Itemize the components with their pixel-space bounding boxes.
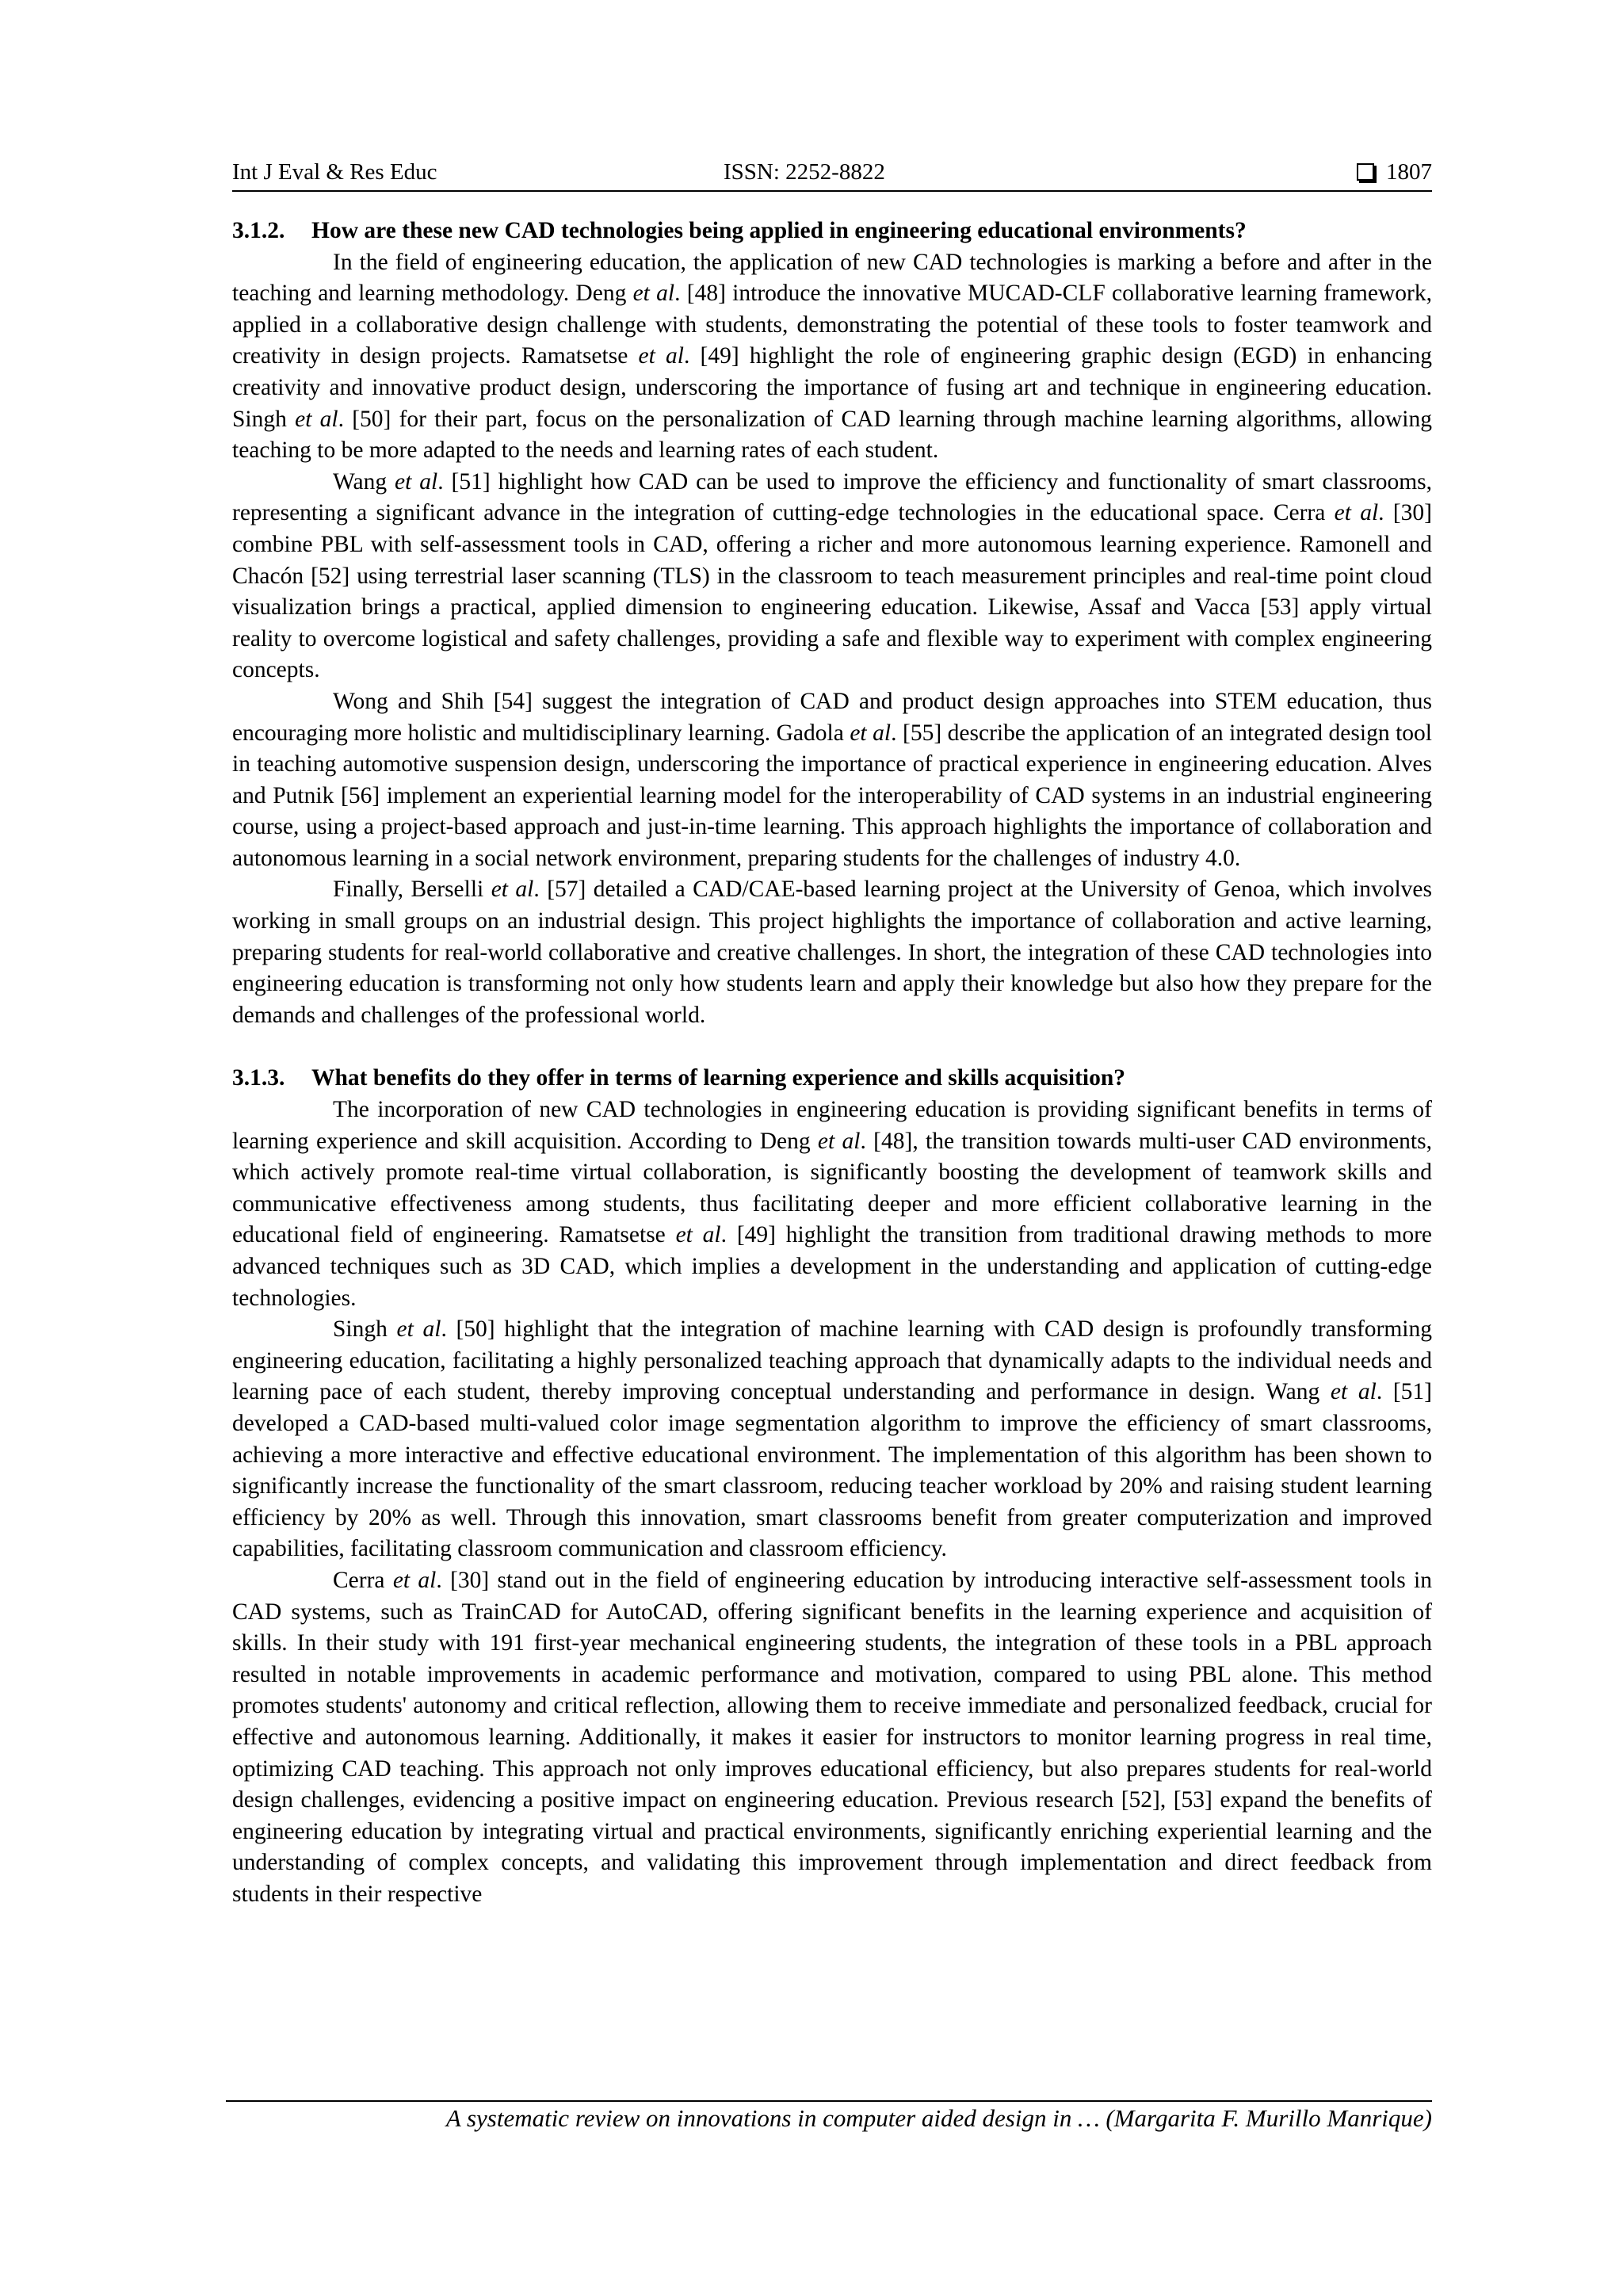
- section-heading-3-1-3: [232, 1063, 1432, 1095]
- journal-name: Int J Eval & Res Educ: [232, 159, 437, 185]
- paragraph: Wong and Shih [54] suggest the integration of CAD and product design approaches into STEM education, thus encouraging more holistic and multidisciplinary learning. Gadola et al. [55] describe the application of an integrated design tool in teaching automotive suspension design, underscoring the importance of practical experience in engineering education. Alves and Putnik [56] implement an experiential learning model for the interoperability of CAD systems in an industrial engineering course, using a project-based approach and just-in-time learning. This approach highlights the importance of collaboration and autonomous learning in a social network environment, preparing students for the challenges of industry 4.0.: [232, 688, 1432, 871]
- paragraph: In the field of engineering education, the application of new CAD technologies is marking a before and after in the teaching and learning methodology. Deng et al. [48] introduce the innovative MUCAD-CLF collaborative learning framework, applied in a collaborative design challenge with students, demonstrating the potential of these tools to foster teamwork and creativity in design projects. Ramatsetse et al. [49] highlight the role of engineering graphic design (EGD) in enhancing creativity and innovative product design, underscoring the importance of fusing art and technique in engineering education. Singh et al. [50] for their part, focus on the personalization of CAD learning through machine learning algorithms, allowing teaching to be more adapted to the needs and learning rates of each student.: [232, 249, 1432, 464]
- running-title: A systematic review on innovations in computer aided design in … (Margarita F. Murillo Manrique): [445, 2104, 1432, 2132]
- section-heading-3-1-2: [232, 216, 1432, 247]
- page-header: [232, 159, 1432, 192]
- section-title: How are these new CAD technologies being applied in engineering educational environments?: [311, 218, 1247, 243]
- issn: ISSN: 2252-8822: [724, 159, 885, 185]
- section-number: 3.1.3.: [232, 1065, 285, 1091]
- section-title: What benefits do they offer in terms of learning experience and skills acquisition?: [311, 1065, 1126, 1091]
- paragraph: Cerra et al. [30] stand out in the field of engineering education by introducing interactive self-assessment tools in CAD systems, such as TrainCAD for AutoCAD, offering significant benefits in the learning experience and acquisition of skills. In their study with 191 first-year mechanical engineering students, the integration of these tools in a PBL approach resulted in notable improvements in academic performance and motivation, compared to using PBL alone. This method promotes students' autonomy and critical reflection, allowing them to receive immediate and personalized feedback, crucial for effective and autonomous learning. Additionally, it makes it easier for instructors to monitor learning progress in real time, optimizing CAD teaching. This approach not only improves educational efficiency, but also prepares students for real-world design challenges, evidencing a positive impact on engineering education. Previous research [52], [53] expand the benefits of engineering education by integrating virtual and practical environments, significantly enriching experiential learning and the understanding of complex concepts, and validating this improvement through implementation and direct feedback from students in their respective: [232, 1567, 1432, 1907]
- section-number: 3.1.2.: [232, 218, 285, 243]
- article-body: [232, 216, 1432, 1910]
- page-number: 1807: [1386, 159, 1432, 185]
- page-footer: [226, 2100, 1432, 2134]
- paragraph: Finally, Berselli et al. [57] detailed a CAD/CAE-based learning project at the University of Genoa, which involves working in small groups on an industrial design. This project highlights the importance of collaboration and active learning, preparing students for real-world collaborative and creative challenges. In short, the integration of these CAD technologies into engineering education is transforming not only how students learn and apply their knowledge but also how they prepare for the demands and challenges of the professional world.: [232, 877, 1432, 1028]
- paragraph: The incorporation of new CAD technologies in engineering education is providing significant benefits in terms of learning experience and skill acquisition. According to Deng et al. [48], the transition towards multi-user CAD environments, which actively promote real-time virtual collaboration, is significantly boosting the development of teamwork skills and communicative effectiveness among students, thus facilitating deeper and more efficient collaborative learning in the educational field of engineering. Ramatsetse et al. [49] highlight the transition from traditional drawing methods to more advanced techniques such as 3D CAD, which implies a development in the understanding and application of cutting-edge technologies.: [232, 1097, 1432, 1311]
- paragraph: Wang et al. [51] highlight how CAD can be used to improve the efficiency and functionality of smart classrooms, representing a significant advance in the integration of cutting-edge technologies in the educational space. Cerra et al. [30] combine PBL with self-assessment tools in CAD, offering a richer and more autonomous learning experience. Ramonell and Chacón [52] using terrestrial laser scanning (TLS) in the classroom to teach measurement principles and real-time point cloud visualization brings a practical, applied dimension to engineering education. Likewise, Assaf and Vacca [53] apply virtual reality to overcome logistical and safety challenges, providing a safe and flexible way to experiment with complex engineering concepts.: [232, 468, 1432, 683]
- paragraph: Singh et al. [50] highlight that the integration of machine learning with CAD design is profoundly transforming engineering education, facilitating a highly personalized teaching approach that dynamically adapts to the individual needs and learning pace of each student, thereby improving conceptual understanding and performance in design. Wang et al. [51] developed a CAD-based multi-valued color image segmentation algorithm to improve the efficiency of smart classrooms, achieving a more interactive and effective educational environment. The implementation of this algorithm has been shown to significantly increase the functionality of the smart classroom, reducing teacher workload by 20% and raising student learning efficiency by 20% as well. Through this innovation, smart classrooms benefit from greater computerization and improved capabilities, facilitating classroom communication and classroom efficiency.: [232, 1316, 1432, 1562]
- square-bullet-icon: [1357, 163, 1374, 181]
